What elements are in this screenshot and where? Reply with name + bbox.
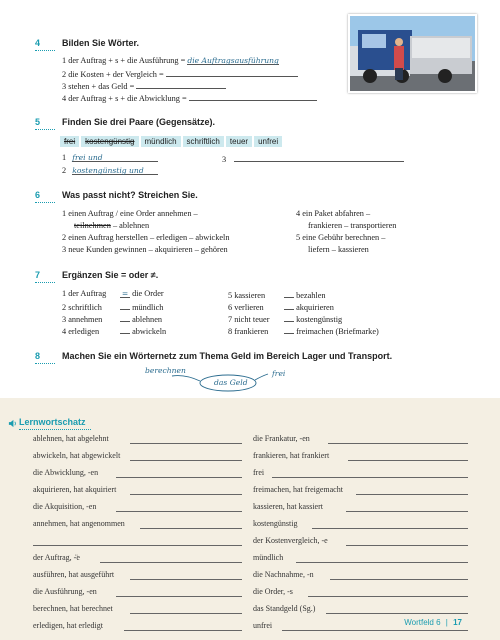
ex5-answer-1 [62, 153, 158, 162]
ex6-item-1-cont [74, 221, 149, 230]
footer-section: Wortfeld 6 [404, 618, 441, 627]
vocab-left-4: akquirieren, hat akquiriert [33, 485, 117, 494]
truck-photo-illustration [350, 16, 475, 91]
vocab-left-9-line[interactable] [130, 579, 242, 580]
ex5-answer-2-number: 2 [62, 166, 67, 175]
exercise-6-number: 6 [35, 190, 41, 200]
ex6-item-4-cont[interactable]: frankieren – transportieren [308, 221, 397, 230]
footer-divider: | [445, 618, 448, 627]
ex6-struck-word[interactable]: teilnehmen [74, 221, 111, 230]
speaker-icon[interactable] [8, 419, 17, 428]
ex7-pair-4: abwickeln [132, 327, 167, 336]
vocab-left-12: erledigen, hat erledigt [33, 621, 103, 630]
ex5-word-list [60, 136, 284, 147]
vocab-right-5: kassieren, hat kassiert [253, 502, 323, 511]
ex4-item-2 [62, 68, 298, 79]
vocab-left-8: der Auftrag, -̈e [33, 553, 80, 562]
vocab-right-10: die Order, -s [253, 587, 293, 596]
vocab-left-10-line[interactable] [116, 596, 242, 597]
vocab-right-4-line[interactable] [356, 494, 468, 495]
ex4-item-3-text: 3 stehen + das Geld = [62, 82, 135, 91]
vocab-left-2-line[interactable] [130, 460, 242, 461]
ex5-answer-1-number: 1 [62, 153, 67, 162]
ex4-item-4 [62, 92, 317, 103]
ex7-row-5 [228, 289, 326, 300]
ex4-answer-field-2[interactable] [166, 68, 298, 77]
vocab-left-1-line[interactable] [130, 443, 242, 444]
exercise-5-title: Finden Sie drei Paare (Gegensätze). [62, 117, 216, 127]
ex7-term-7: 7 nicht teuer [228, 315, 270, 324]
vocab-right-7-line[interactable] [346, 545, 468, 546]
vocab-left-8-line[interactable] [100, 562, 242, 563]
ex4-answer-field-1[interactable] [187, 56, 279, 65]
exercise-7-number: 7 [35, 270, 41, 280]
vocab-right-8-line[interactable] [296, 562, 468, 563]
exercise-8-title: Machen Sie ein Wörternetz zum Thema Geld im Bereich Lager und Transport. [62, 351, 393, 361]
vocab-right-4: freimachen, hat freigemacht [253, 485, 343, 494]
vocab-left-6-line[interactable] [140, 528, 242, 529]
ex4-item-1 [62, 56, 279, 65]
vocab-left-6: annehmen, hat angenommen [33, 519, 125, 528]
ex7-term-3: 3 annehmen [62, 315, 103, 324]
ex4-item-2-text: 2 die Kosten + der Vergleich = [62, 70, 164, 79]
vocab-left-5: die Akquisition, -en [33, 502, 97, 511]
vocab-left-12-line[interactable] [124, 630, 242, 631]
ex7-pair-3: ablehnen [132, 315, 163, 324]
exercise-5-number: 5 [35, 117, 41, 127]
vocab-left-3-line[interactable] [116, 477, 242, 478]
ex7-pair-2: mündlich [132, 303, 164, 312]
exercise-4-title: Bilden Sie Wörter. [62, 38, 140, 48]
ex6-item-3[interactable]: 3 neue Kunden gewinnen – akquirieren – gehören [62, 245, 228, 254]
word-net-line-left [172, 376, 200, 381]
ex4-item-1-text: 1 der Auftrag + s + die Ausführung = [62, 56, 186, 65]
lernwortschatz-title-underline [19, 429, 91, 430]
vocab-right-9: die Nachnahme, -n [253, 570, 314, 579]
ex5-answer-field-3[interactable] [234, 153, 404, 162]
word-net-word-left[interactable]: berechnen [145, 366, 186, 375]
vocab-right-2-line[interactable] [348, 460, 468, 461]
vocab-right-6-line[interactable] [312, 528, 468, 529]
ex6-item-5: 5 eine Gebühr berechnen – [296, 233, 386, 242]
vocab-left-11-line[interactable] [130, 613, 242, 614]
ex7-term-6: 6 verlieren [228, 303, 264, 312]
ex7-row-7 [228, 313, 342, 324]
vocab-right-12-line[interactable] [282, 630, 468, 631]
vocab-left-7-line[interactable] [33, 545, 242, 546]
ex7-mark-field-6[interactable] [284, 301, 294, 310]
ex7-term-1: 1 der Auftrag [62, 289, 107, 298]
vocab-right-3: frei [253, 468, 265, 477]
ex5-answer-field-2[interactable] [72, 166, 158, 175]
ex4-answer-field-4[interactable] [189, 92, 317, 101]
page-footer [404, 618, 462, 627]
ex7-term-2: 2 schriftlich [62, 303, 102, 312]
ex7-term-4: 4 erledigen [62, 327, 100, 336]
ex7-row-1 [62, 289, 164, 298]
ex5-answer-2 [62, 166, 158, 175]
vocab-left-11: berechnen, hat berechnet [33, 604, 113, 613]
vocab-right-7: der Kostenvergleich, -e [253, 536, 328, 545]
vocab-left-4-line[interactable] [130, 494, 242, 495]
word-pill-muendlich[interactable]: mündlich [141, 136, 181, 147]
ex7-mark-field-8[interactable] [284, 325, 294, 334]
ex7-term-8: 8 frankieren [228, 327, 269, 336]
ex7-pair-7: kostengünstig [296, 315, 343, 324]
vocab-right-6: kostengünstig [253, 519, 298, 528]
page-number: 17 [453, 618, 462, 627]
ex4-answer-field-3[interactable] [136, 80, 226, 89]
ex6-item-4: 4 ein Paket abfahren – [296, 209, 371, 218]
vocab-right-1: die Frankatur, -en [253, 434, 310, 443]
ex5-answer-3 [222, 153, 404, 164]
ex4-answer-1: die Auftragsausführung [187, 56, 279, 65]
ex7-term-5: 5 kassieren [228, 291, 266, 300]
vocab-right-9-line[interactable] [330, 579, 468, 580]
exercise-6-title: Was passt nicht? Streichen Sie. [62, 190, 198, 200]
vocab-right-3-line[interactable] [272, 477, 468, 478]
vocab-right-1-line[interactable] [328, 443, 468, 444]
ex6-item-1-end: – ablehnen [112, 221, 150, 230]
truck-driver-photo [348, 14, 477, 93]
ex6-item-2[interactable]: 2 einen Auftrag herstellen – erledigen – abwickeln [62, 233, 230, 242]
vocab-right-8: mündlich [253, 553, 284, 562]
vocab-left-3: die Abwicklung, -en [33, 468, 99, 477]
exercise-8-number: 8 [35, 351, 41, 361]
ex6-item-5-cont[interactable]: liefern – kassieren [308, 245, 369, 254]
ex7-pair-8: freimachen (Briefmarke) [296, 327, 379, 336]
word-pill-kostenguenstig[interactable]: kostengünstig [81, 136, 138, 147]
ex7-row-2 [62, 301, 163, 312]
lernwortschatz-title: Lernwortschatz [19, 417, 86, 427]
word-pill-unfrei[interactable]: unfrei [254, 136, 282, 147]
ex5-answer-2-text: kostengünstig und [72, 166, 144, 175]
ex5-answer-3-number: 3 [222, 155, 227, 164]
ex7-mark-field-5[interactable] [284, 289, 294, 298]
word-pill-teuer[interactable]: teuer [226, 136, 252, 147]
ex7-mark-field-1[interactable] [120, 289, 130, 298]
ex7-pair-5: bezahlen [296, 291, 326, 300]
ex7-row-3 [62, 313, 162, 324]
ex4-item-3 [62, 80, 226, 91]
ex7-row-4 [62, 325, 166, 336]
vocab-right-10-line[interactable] [308, 596, 468, 597]
ex7-mark-1: = [121, 289, 129, 298]
ex7-mark-field-4[interactable] [120, 325, 130, 334]
ex6-item-1: 1 einen Auftrag / eine Order annehmen – [62, 209, 198, 218]
ex7-mark-field-2[interactable] [120, 301, 130, 310]
ex7-row-6 [228, 301, 334, 312]
ex7-mark-field-7[interactable] [284, 313, 294, 322]
word-net-center[interactable]: das Geld [214, 378, 248, 387]
ex7-mark-field-3[interactable] [120, 313, 130, 322]
vocab-right-11-line[interactable] [326, 613, 468, 614]
word-pill-frei[interactable]: frei [60, 136, 79, 147]
word-net-word-right[interactable]: frei [272, 369, 286, 378]
ex5-answer-field-1[interactable] [72, 153, 158, 162]
vocab-left-9: ausführen, hat ausgeführt [33, 570, 115, 579]
ex7-pair-6: akquirieren [296, 303, 334, 312]
vocab-right-12: unfrei [253, 621, 273, 630]
word-pill-schriftlich[interactable]: schriftlich [183, 136, 224, 147]
word-net-line-right [255, 374, 268, 380]
ex5-answer-1-text: frei und [72, 153, 103, 162]
vocab-left-5-line[interactable] [116, 511, 242, 512]
vocab-left-1: ablehnen, hat abgelehnt [33, 434, 109, 443]
vocab-right-2: frankieren, hat frankiert [253, 451, 330, 460]
vocab-left-2: abwickeln, hat abgewickelt [33, 451, 121, 460]
ex7-row-8 [228, 325, 379, 336]
vocab-right-5-line[interactable] [346, 511, 468, 512]
exercise-7-title: Ergänzen Sie = oder ≠. [62, 270, 159, 280]
exercise-4-number: 4 [35, 38, 41, 48]
ex7-pair-1: die Order [132, 289, 164, 298]
ex4-item-4-text: 4 der Auftrag + s + die Abwicklung = [62, 94, 187, 103]
vocab-left-10: die Ausführung, -en [33, 587, 97, 596]
vocab-right-11: das Standgeld (Sg.) [253, 604, 316, 613]
